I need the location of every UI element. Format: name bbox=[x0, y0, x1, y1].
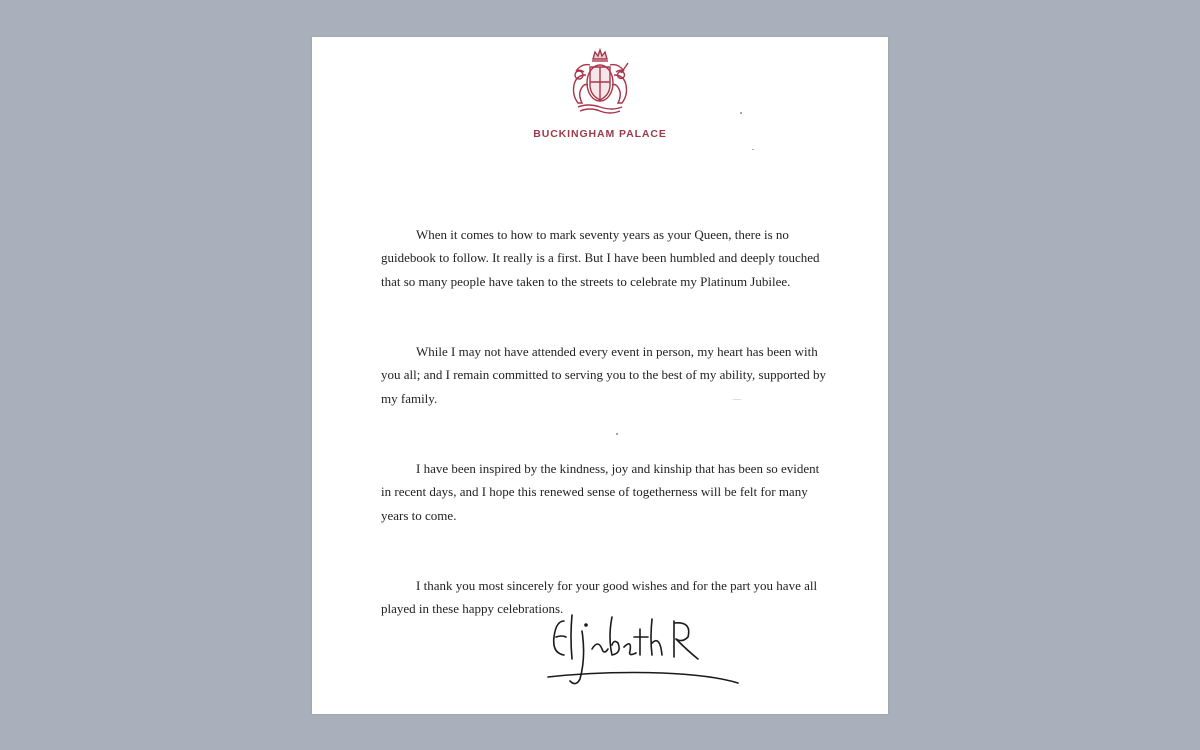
letterhead-title: BUCKINGHAM PALACE bbox=[533, 128, 667, 140]
letter-body bbox=[381, 223, 831, 621]
paper-speck bbox=[740, 112, 742, 114]
letter-page bbox=[312, 37, 888, 714]
paragraph: I have been inspired by the kindness, joy and kinship that has been so evident in recent days, and I hope this renewed sense of togetherness will be felt for many years to come. bbox=[381, 461, 820, 523]
paper-speck bbox=[616, 433, 618, 435]
paragraph: I thank you most sincerely for your good wishes and for the part you have all played in these happy celebrations. bbox=[381, 578, 818, 617]
paper-speck bbox=[752, 149, 754, 150]
royal-coat-of-arms-icon bbox=[564, 45, 636, 115]
paragraph: While I may not have attended every event in person, my heart has been with you all; and I remain committed to serving you to the best of my ability, supported by my family. bbox=[381, 344, 827, 406]
handwritten-signature-icon bbox=[542, 607, 752, 692]
paragraph: When it comes to how to mark seventy years as your Queen, there is no guidebook to follow. It really is a first. But I have been humbled and deeply touched that so many people have taken to the streets to celebrate my Platinum Jubilee. bbox=[381, 227, 820, 289]
paper-speck bbox=[732, 399, 742, 400]
